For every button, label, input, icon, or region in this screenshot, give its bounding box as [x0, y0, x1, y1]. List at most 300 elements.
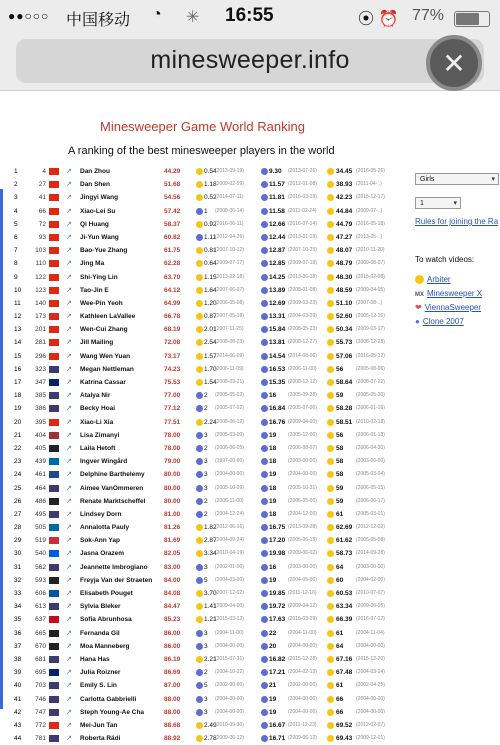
profile-link-icon[interactable]: ↗ — [66, 207, 72, 215]
url-text[interactable]: minesweeper.info — [150, 46, 350, 74]
player-name[interactable]: Wen-Cui Zhang — [80, 326, 128, 334]
total-time: 86.19 — [164, 655, 181, 663]
beginner-time: 1.54 — [204, 379, 217, 386]
rank-cell: 39 — [14, 669, 22, 677]
beginner-time: 3 — [204, 471, 208, 479]
player-name[interactable]: Kathleen LaVallee — [80, 313, 136, 321]
profile-link-icon[interactable]: ↗ — [66, 365, 72, 373]
total-time: 72.08 — [164, 339, 181, 347]
intermediate-date: (2016-03-29) — [288, 616, 317, 623]
intermediate-icon — [261, 709, 268, 716]
expert-date: (2009-08-07) — [356, 260, 385, 267]
player-name[interactable]: Bao-Yue Zhang — [80, 247, 128, 255]
profile-link-icon[interactable]: ↗ — [66, 273, 72, 281]
rank-cell: 5 — [14, 220, 18, 228]
profile-link-icon[interactable]: ↗ — [66, 497, 72, 505]
expert-time: 60.53 — [336, 590, 353, 597]
profile-link-icon[interactable]: ↗ — [66, 431, 72, 439]
table-row — [14, 455, 414, 468]
profile-link-icon[interactable]: ↗ — [66, 444, 72, 452]
rank-cell: 9 — [14, 273, 18, 281]
player-id-cell: 201 — [35, 326, 46, 334]
profile-link-icon[interactable]: ↗ — [66, 721, 72, 729]
expert-date: (2004-02-00) — [356, 576, 385, 583]
expert-icon — [327, 485, 334, 492]
table-row — [14, 561, 414, 574]
profile-link-icon[interactable]: ↗ — [66, 537, 72, 545]
profile-link-icon[interactable]: ↗ — [66, 379, 72, 386]
expert-date: (2015-12-20) — [356, 655, 385, 662]
player-id-cell: 385 — [35, 392, 46, 400]
beginner-date: (2007-11-25) — [215, 326, 244, 333]
intermediate-icon — [261, 485, 268, 492]
intermediate-date: (2013-01-19) — [288, 233, 317, 240]
beginner-date: (2004-00-00) — [215, 471, 244, 478]
profile-link-icon[interactable]: ↗ — [66, 735, 72, 743]
beginner-time: 3 — [204, 708, 208, 716]
intermediate-icon — [261, 181, 268, 188]
intermediate-icon — [261, 221, 268, 228]
beginner-date: (2007-06-07) — [215, 286, 244, 293]
beginner-icon — [196, 471, 203, 478]
intermediate-date: (2011-12-23) — [288, 721, 317, 728]
profile-link-icon[interactable]: ↗ — [66, 326, 72, 334]
table-row — [14, 508, 414, 521]
player-name[interactable]: Dan Shen — [80, 181, 110, 189]
beginner-time: 2.21 — [204, 655, 217, 663]
rank-cell: 42 — [14, 708, 22, 716]
expert-icon — [327, 524, 334, 531]
profile-link-icon[interactable]: ↗ — [66, 194, 72, 202]
profile-link-icon[interactable]: ↗ — [66, 247, 72, 255]
expert-time: 64 — [336, 563, 344, 571]
flag-icon — [49, 656, 59, 663]
intermediate-date: (2015-12-28) — [288, 655, 317, 662]
video-link-clone-2007[interactable]: ● Clone 2007 — [415, 317, 464, 326]
player-name[interactable]: Xiao-Li Xia — [80, 418, 114, 426]
total-time: 61.75 — [164, 247, 181, 255]
profile-link-icon[interactable]: ↗ — [66, 484, 72, 492]
expert-date: (2004-03-24) — [356, 669, 385, 676]
profile-link-icon[interactable]: ↗ — [66, 655, 72, 663]
page-select-value: 1 — [420, 200, 424, 207]
expert-date: (2012-12-02) — [356, 524, 385, 531]
total-time: 78.00 — [164, 444, 181, 452]
expert-date: (2003-06-00) — [356, 458, 385, 465]
profile-link-icon[interactable]: ↗ — [66, 510, 72, 518]
rank-cell: 27 — [14, 510, 22, 518]
beginner-date: (2002-01-00) — [215, 563, 244, 570]
player-name[interactable]: Steph Young-Ae Cha — [80, 708, 145, 716]
intermediate-icon — [261, 379, 268, 386]
expert-date: (2003-00-00) — [356, 563, 385, 570]
intermediate-date: (2004-00-00) — [288, 642, 317, 649]
profile-link-icon[interactable]: ↗ — [66, 299, 72, 307]
player-name[interactable]: Mei-Jun Tan — [80, 721, 118, 729]
profile-link-icon[interactable]: ↗ — [66, 313, 72, 321]
beginner-icon — [196, 326, 203, 333]
player-name[interactable]: Delphine Barthelemy — [80, 471, 145, 479]
profile-link-icon[interactable]: ↗ — [66, 286, 72, 294]
player-name[interactable]: Roberta Rädi — [80, 735, 121, 743]
total-time: 54.56 — [164, 194, 181, 202]
intermediate-icon — [261, 194, 268, 201]
table-row — [14, 191, 414, 204]
beginner-time: 2 — [204, 444, 208, 452]
expert-date: (2016-07-17) — [356, 616, 385, 623]
total-time: 64.99 — [164, 299, 181, 307]
table-row — [14, 376, 414, 389]
profile-link-icon[interactable]: ↗ — [66, 392, 72, 400]
videos-label: To watch videos: — [415, 255, 475, 264]
player-name[interactable]: Emily S. Lin — [80, 682, 117, 690]
beginner-icon — [196, 274, 203, 281]
player-name[interactable]: Aimee VanOmmeren — [80, 484, 144, 492]
flag-icon — [49, 234, 59, 241]
page-select[interactable] — [415, 197, 461, 209]
profile-link-icon[interactable]: ↗ — [66, 550, 72, 558]
intermediate-date: (2005-07-00) — [288, 405, 317, 412]
beginner-icon — [196, 603, 203, 610]
flag-icon — [49, 379, 59, 386]
profile-link-icon[interactable]: ↗ — [66, 352, 72, 360]
video-link-viennasweeper[interactable]: ❤ ViennaSweeper — [415, 303, 482, 312]
player-name[interactable]: Annalotta Pauly — [80, 524, 130, 532]
table-row — [14, 323, 414, 336]
beginner-time: 1.15 — [204, 273, 217, 281]
player-id-cell: 486 — [35, 497, 46, 505]
intermediate-date: (2007-10-25) — [288, 247, 317, 254]
rank-cell: 7 — [14, 247, 18, 255]
intermediate-date: (2005-12-00) — [288, 431, 317, 438]
player-id-cell: 122 — [35, 273, 46, 281]
beginner-date: (2014-06-09) — [215, 352, 244, 359]
intermediate-time: 17.63 — [269, 616, 286, 624]
expert-time: 62.69 — [336, 524, 353, 532]
beginner-time: 0.92 — [204, 220, 217, 228]
intermediate-date: (2011-12-16) — [288, 590, 317, 596]
beginner-date: (2006-05-08) — [215, 299, 244, 306]
expert-icon — [327, 300, 334, 307]
flag-icon — [49, 696, 59, 703]
expert-time: 59 — [336, 497, 344, 505]
player-name[interactable]: Xiao-Lei Su — [80, 207, 116, 215]
player-name[interactable]: Jill Mailing — [80, 339, 114, 347]
expert-date: (2007-08-..) — [356, 299, 383, 306]
profile-link-icon[interactable]: ↗ — [66, 629, 72, 637]
flag-icon — [49, 682, 59, 689]
profile-link-icon[interactable]: ↗ — [66, 524, 72, 532]
player-id-cell: 405 — [35, 444, 46, 452]
beginner-time: 0.52 — [204, 194, 217, 202]
flag-icon — [49, 709, 59, 716]
expert-time: 58 — [336, 444, 344, 452]
player-name[interactable]: Katrina Cassar — [80, 379, 126, 386]
profile-link-icon[interactable]: ↗ — [66, 708, 72, 716]
intermediate-time: 20 — [269, 642, 277, 650]
player-id-cell: 41 — [38, 194, 46, 202]
table-row — [14, 244, 414, 257]
expert-time: 58.64 — [336, 379, 353, 386]
status-bar — [0, 0, 500, 34]
total-time: 66.78 — [164, 313, 181, 321]
player-name[interactable]: Dan Zhou — [80, 168, 110, 175]
player-name[interactable]: Qi Huang — [80, 220, 109, 228]
smiley-icon — [415, 275, 424, 284]
profile-link-icon[interactable]: ↗ — [66, 616, 72, 624]
intermediate-date: (2014-08-06) — [288, 352, 317, 359]
intermediate-date: (2004-12-00) — [288, 510, 317, 517]
player-name[interactable]: Megan Nettleman — [80, 365, 134, 373]
profile-link-icon[interactable]: ↗ — [66, 695, 72, 703]
total-time: 80.00 — [164, 484, 181, 492]
expert-date: (2004-00-00) — [356, 642, 385, 649]
flag-icon — [49, 287, 59, 294]
intermediate-date: (2009-04-00) — [288, 418, 317, 425]
beginner-time: 1.11 — [204, 233, 217, 241]
player-name[interactable]: Moa Manneberg — [80, 642, 130, 650]
total-time: 86.00 — [164, 629, 181, 637]
rules-link[interactable]: Rules for joining the Ra — [415, 217, 499, 226]
expert-icon — [327, 181, 334, 188]
close-button[interactable] — [426, 35, 482, 91]
player-id-cell: 395 — [35, 418, 46, 426]
player-id-cell: 123 — [35, 286, 46, 294]
expert-date: (2004-00-00) — [356, 695, 385, 702]
flag-icon — [49, 722, 59, 729]
intermediate-date: (2008-05-23) — [288, 326, 317, 333]
beginner-date: (2004-10-22) — [215, 669, 244, 676]
player-name[interactable]: Atalya Nir — [80, 392, 111, 400]
beginner-time: 0.64 — [204, 260, 217, 268]
player-name[interactable]: Laila Hetoft — [80, 444, 116, 452]
profile-link-icon[interactable]: ↗ — [66, 339, 72, 347]
player-name[interactable]: Jasna Orazem — [80, 550, 125, 558]
flag-icon — [49, 485, 59, 492]
expert-date: (2006-04-30) — [356, 444, 385, 451]
total-time: 83.00 — [164, 563, 181, 571]
player-name[interactable]: Jeannette Imbrogiano — [80, 563, 148, 571]
beginner-icon — [196, 485, 203, 492]
intermediate-time: 13.81 — [269, 339, 286, 347]
expert-date: (2009-03-17) — [356, 326, 385, 333]
player-name[interactable]: Freyja Van der Straeten — [80, 576, 153, 584]
player-id-cell: 4 — [42, 168, 46, 175]
beginner-date: (2006-06-05) — [215, 444, 244, 451]
expert-time: 58 — [336, 471, 344, 479]
intermediate-date: (2009-07-18) — [288, 260, 317, 267]
total-time: 63.70 — [164, 273, 181, 281]
profile-link-icon[interactable]: ↗ — [66, 642, 72, 650]
profile-link-icon[interactable]: ↗ — [66, 458, 72, 466]
table-row — [14, 231, 414, 244]
intermediate-date: (2004-05-00) — [288, 576, 317, 583]
beginner-icon — [196, 709, 203, 716]
expert-time: 64 — [336, 642, 344, 650]
intermediate-icon — [261, 458, 268, 465]
beginner-time: 5 — [204, 682, 208, 690]
player-name[interactable]: Sofia Abrunhosa — [80, 616, 132, 624]
player-name[interactable]: Hana Has — [80, 655, 110, 663]
flag-icon — [49, 564, 59, 571]
gender-select[interactable] — [415, 173, 499, 185]
rank-cell: 3 — [14, 194, 18, 202]
player-name[interactable]: Jing Ma — [80, 260, 105, 268]
player-id-cell: 562 — [35, 563, 46, 571]
total-time: 88.00 — [164, 695, 181, 703]
total-time: 86.00 — [164, 642, 181, 650]
player-name[interactable]: Lindsey Dorn — [80, 510, 122, 518]
flag-icon — [49, 669, 59, 676]
beginner-icon — [196, 419, 203, 426]
player-name[interactable]: Becky Hoai — [80, 405, 116, 413]
beginner-time: 2 — [204, 405, 208, 413]
intermediate-time: 18 — [269, 444, 277, 452]
expert-icon — [327, 603, 334, 610]
player-name[interactable]: Tao-Jin E — [80, 286, 109, 294]
expert-icon — [327, 537, 334, 544]
table-row — [14, 679, 414, 692]
beginner-time: 5 — [204, 576, 208, 584]
flag-icon — [49, 300, 59, 307]
expert-icon — [327, 392, 334, 399]
player-id-cell: 386 — [35, 405, 46, 413]
player-name[interactable]: Julia Roizner — [80, 669, 121, 677]
beginner-time: 3.34 — [204, 550, 217, 558]
beginner-time: 0.87 — [204, 313, 217, 321]
rank-cell: 11 — [14, 299, 21, 307]
beginner-date: (2002-00-00) — [215, 682, 244, 689]
intermediate-icon — [261, 537, 268, 544]
intermediate-date: (2013-06-18) — [288, 273, 317, 280]
profile-link-icon[interactable]: ↗ — [66, 260, 72, 268]
address-bar[interactable] — [16, 39, 484, 83]
player-id-cell: 439 — [35, 458, 46, 466]
profile-link-icon[interactable]: ↗ — [66, 669, 72, 677]
beginner-time: 3.70 — [204, 590, 217, 597]
intermediate-time: 22 — [269, 629, 277, 637]
player-name[interactable]: Wang Wen Yuan — [80, 352, 131, 360]
profile-link-icon[interactable]: ↗ — [66, 418, 72, 426]
beginner-time: 3 — [204, 563, 208, 571]
profile-link-icon[interactable]: ↗ — [66, 682, 72, 690]
profile-link-icon[interactable]: ↗ — [66, 233, 72, 241]
intermediate-icon — [261, 696, 268, 703]
profile-link-icon[interactable]: ↗ — [66, 168, 72, 175]
beginner-time: 2.78 — [204, 735, 217, 743]
table-row — [14, 613, 414, 626]
intermediate-icon — [261, 168, 268, 175]
player-name[interactable]: Sylvia Bleker — [80, 603, 121, 611]
player-name[interactable]: Ji-Yun Wang — [80, 233, 119, 241]
expert-icon — [327, 274, 334, 281]
player-name[interactable]: Carlotta Gabbrielli — [80, 695, 137, 703]
beginner-date: (2004-12-24) — [215, 510, 244, 517]
expert-date: (2014-09-28) — [356, 550, 385, 557]
expert-time: 42.23 — [336, 194, 353, 202]
player-id-cell: 519 — [35, 537, 46, 545]
beginner-icon — [196, 577, 203, 584]
rank-cell: 15 — [14, 352, 22, 360]
intermediate-icon — [261, 669, 268, 676]
beginner-date: (2004-11-00) — [215, 629, 244, 636]
total-time: 78.00 — [164, 431, 181, 439]
beginner-time: 2.54 — [204, 339, 217, 347]
intermediate-date: (2009-06-02) — [288, 550, 317, 557]
beginner-time: 2 — [204, 510, 208, 518]
profile-link-icon[interactable]: ↗ — [66, 590, 72, 597]
expert-date: (2005-12-16) — [356, 313, 385, 320]
expert-icon — [327, 260, 334, 267]
expert-icon — [327, 379, 334, 386]
beginner-date: (2008-06-12) — [215, 418, 244, 425]
intermediate-time: 16 — [269, 563, 277, 571]
total-time: 81.26 — [164, 524, 181, 532]
profile-link-icon[interactable]: ↗ — [66, 603, 72, 611]
intermediate-time: 15.84 — [269, 326, 286, 334]
gender-select-value: Girls — [420, 176, 435, 183]
expert-time: 50.34 — [336, 326, 353, 334]
beginner-time: 1.21 — [204, 616, 217, 624]
player-id-cell: 173 — [35, 313, 46, 321]
player-name[interactable]: Sok-Ann Yap — [80, 537, 120, 545]
intermediate-time: 19.72 — [269, 603, 286, 611]
expert-date: (2009-07-..) — [356, 207, 383, 214]
table-row — [14, 495, 414, 508]
intermediate-date: (2009-03-23) — [288, 299, 317, 306]
player-name[interactable]: Wee-Pin Yeoh — [80, 299, 123, 307]
beginner-time: 2.01 — [204, 326, 217, 334]
player-id-cell: 606 — [35, 590, 46, 597]
profile-link-icon[interactable]: ↗ — [66, 181, 72, 189]
player-id-cell: 593 — [35, 576, 46, 584]
rank-cell: 33 — [14, 590, 22, 597]
profile-link-icon[interactable]: ↗ — [66, 405, 72, 413]
expert-icon — [327, 458, 334, 465]
player-name[interactable]: Jingyi Wang — [80, 194, 119, 202]
video-link-arbiter[interactable]: Arbiter — [415, 275, 451, 284]
player-name[interactable]: Renate Marktscheffel — [80, 497, 146, 505]
beginner-time: 3 — [204, 431, 208, 439]
rank-cell: 25 — [14, 484, 22, 492]
table-row — [14, 297, 414, 310]
profile-link-icon[interactable]: ↗ — [66, 576, 72, 584]
beginner-time: 0.81 — [204, 247, 217, 255]
intermediate-date: (2004-00-00) — [288, 708, 317, 715]
player-name[interactable]: Shi-Ying Lin — [80, 273, 118, 281]
player-name[interactable]: Ingver Wingård — [80, 458, 128, 466]
video-link-minesweeper-x[interactable]: MX Minesweeper X — [415, 289, 483, 298]
flag-icon — [49, 366, 59, 373]
expert-time: 60 — [336, 576, 344, 584]
expert-date: (2005-03-04) — [356, 471, 385, 478]
beginner-icon — [196, 524, 203, 531]
beginner-icon — [196, 353, 203, 360]
player-name[interactable]: Fernanda Gil — [80, 629, 120, 637]
player-name[interactable]: Lisa Zimanyi — [80, 431, 120, 439]
player-id-cell: 296 — [35, 352, 46, 360]
intermediate-icon — [261, 722, 268, 729]
intermediate-time: 18 — [269, 484, 277, 492]
profile-link-icon[interactable]: ↗ — [66, 563, 72, 571]
player-name[interactable]: Elisabeth Pouget — [80, 590, 133, 597]
beginner-icon — [196, 669, 203, 676]
profile-link-icon[interactable]: ↗ — [66, 220, 72, 228]
intermediate-time: 15.35 — [269, 379, 286, 386]
expert-icon — [327, 168, 334, 175]
expert-time: 58.28 — [336, 405, 353, 413]
profile-link-icon[interactable]: ↗ — [66, 471, 72, 479]
